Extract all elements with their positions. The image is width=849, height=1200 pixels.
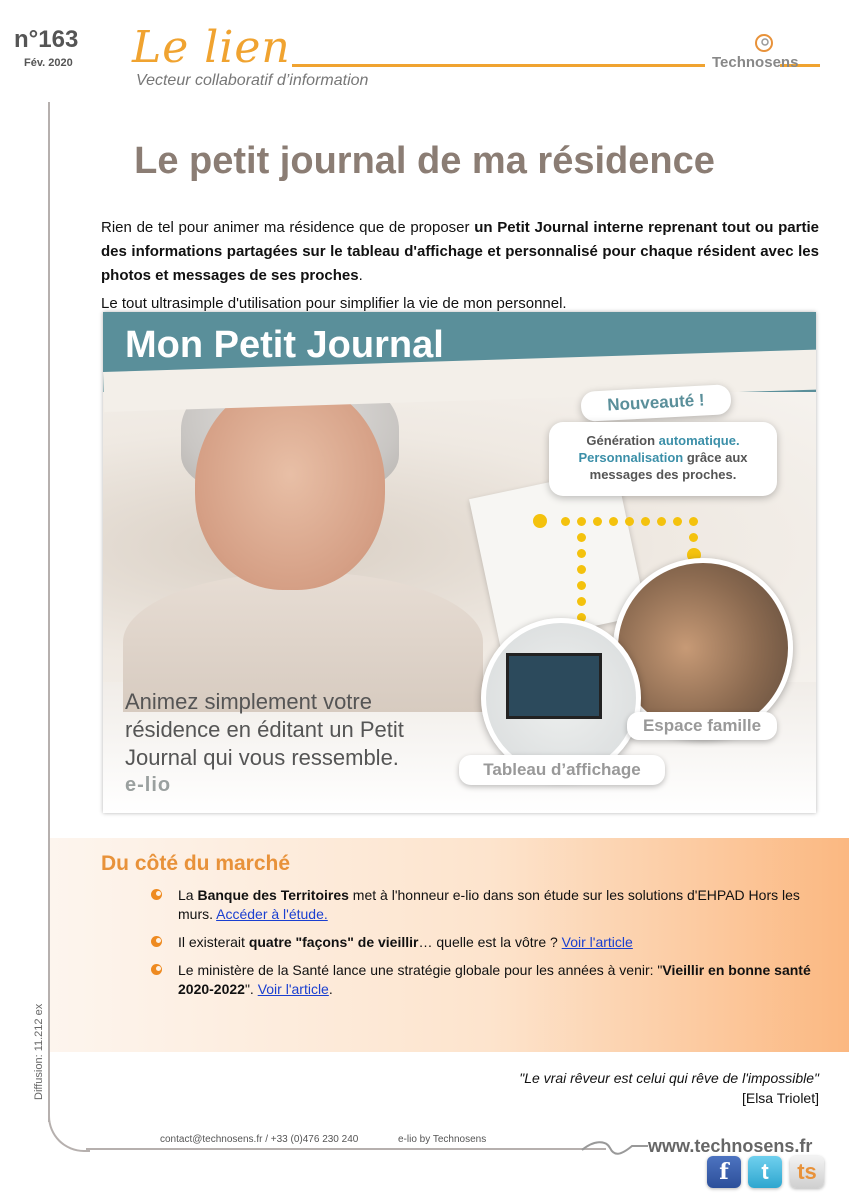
quote-text: "Le vrai rêveur est celui qui rêve de l'impossible" [519,1070,819,1086]
connector-dot [673,517,682,526]
quote [519,1068,819,1108]
connector-dot [577,533,586,542]
market-title: Du côté du marché [101,852,291,875]
footer-contact[interactable]: contact@technosens.fr / +33 (0)476 230 240 [160,1134,359,1145]
page-title: Le petit journal de ma résidence [134,140,715,182]
article-link[interactable]: Voir l'article [561,934,633,950]
footer-product: e-lio by Technosens [398,1134,487,1145]
intro-text [101,216,819,316]
connector-dot [609,517,618,526]
family-photo [613,558,793,738]
brand-underline [292,64,705,67]
market-list [151,886,821,1008]
new-badge: Nouveauté ! [580,384,731,422]
website-link[interactable]: www.technosens.fr [648,1136,813,1156]
issue-date: Fév. 2020 [24,57,73,69]
family-space-label: Espace famille [627,712,777,740]
connector-dot [625,517,634,526]
issue-number: n°163 [14,26,79,53]
connector-dot [577,517,586,526]
twitter-icon[interactable]: t [748,1156,782,1188]
elio-logo: e-lio [125,774,172,796]
bullet-icon [151,964,162,975]
diffusion-count: Diffusion: 11.212 ex [33,1003,45,1100]
frame-bottom-line [86,1148,606,1150]
connector-dot [577,565,586,574]
company-name: Technosens [712,54,799,71]
connector-dot [577,549,586,558]
board-photo [481,618,641,778]
connector-dot [689,533,698,542]
bullet-icon [151,936,162,947]
woman-face [195,380,385,590]
article-link[interactable]: Voir l'article [257,981,329,997]
connector-dot [641,517,650,526]
connector-dot [689,517,698,526]
bullet-icon [151,889,162,900]
brand-title: Le lien [132,22,291,73]
quote-author: [Elsa Triolet] [741,1090,819,1106]
feature-description: Génération automatique. Personnalisation grâce aux messages des proches. [549,422,777,496]
connector-dot [561,517,570,526]
list-item: Il existerait quatre "façons" de vieillir… quelle est la vôtre ? Voir l'article [151,933,821,952]
board-label: Tableau d’affichage [459,755,665,785]
list-item: Le ministère de la Santé lance une stratégie globale pour les années à venir: "Vieillir en bonne santé 2020-2022". Voir l'article. [151,961,821,999]
technosens-icon[interactable]: ts [790,1156,824,1188]
list-item: La Banque des Territoires met à l'honneur e-lio dans son étude sur les solutions d'EHPAD Hors les murs. Accéder à l'étude. [151,886,821,924]
promo-text: Animez simplement votre résidence en éditant un Petit Journal qui vous ressemble. [125,689,404,770]
swirl-decoration-icon [580,1138,650,1158]
promo-title: Mon Petit Journal [125,324,444,366]
screen-illustration [506,653,602,719]
connector-dot [577,597,586,606]
intro-paragraph-1: Rien de tel pour animer ma résidence que de proposer un Petit Journal interne reprenant tout ou partie des informations partagées sur le tableau d'affichage et personnalisé pour chaque résident avec les photos et messages de ses proches. [101,219,819,284]
connector-dot [533,514,547,528]
connector-dot [657,517,666,526]
facebook-icon[interactable]: f [707,1156,741,1188]
study-link[interactable]: Accéder à l'étude. [216,906,328,922]
connector-dot [593,517,602,526]
brand-tagline: Vecteur collaboratif d’information [136,72,369,89]
connector-dot [577,581,586,590]
promo-image [103,312,816,813]
frame-corner [48,1110,90,1152]
technosens-logo-icon [752,32,776,54]
intro-paragraph-2: Le tout ultrasimple d'utilisation pour simplifier la vie de mon personnel. [101,295,567,312]
